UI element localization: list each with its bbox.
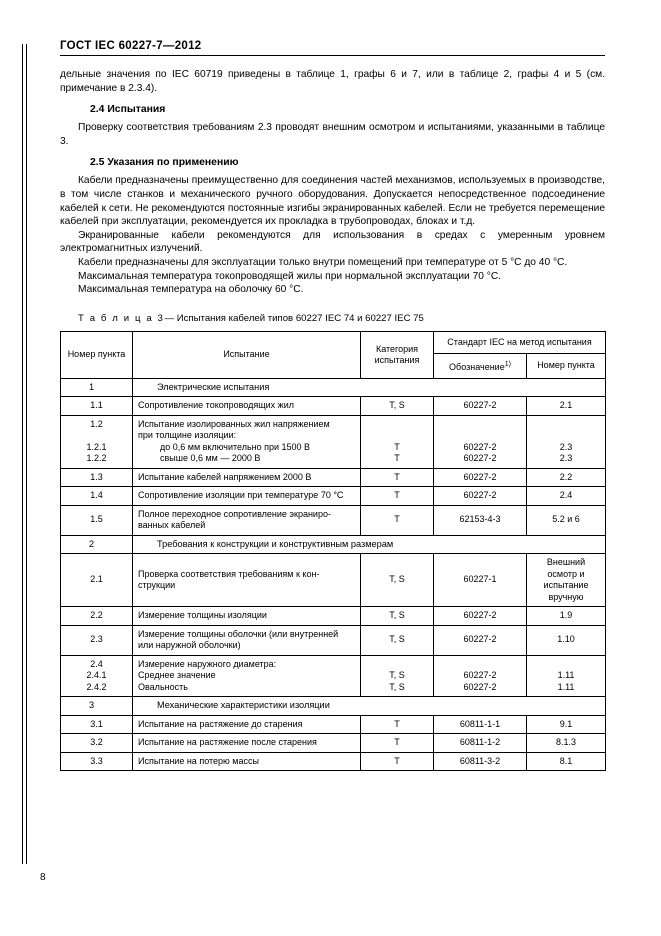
- row-number: 3: [89, 700, 95, 711]
- row-test-name-sub1: до 0,6 мм включительно при 1500 В: [160, 441, 311, 452]
- table-row: [61, 607, 606, 626]
- row-number: 3.3: [90, 755, 103, 766]
- section-heading-2-5: 2.5 Указания по применению: [90, 157, 239, 169]
- row-section-title: Механические характеристики изоляции: [157, 700, 330, 711]
- table-row: [61, 535, 606, 554]
- row-category: T: [394, 471, 400, 482]
- table-row: [61, 554, 606, 607]
- row-number: 2.2: [90, 610, 103, 621]
- row-section-title: Электрические испытания: [157, 381, 270, 392]
- row-clause: 1.10: [557, 634, 575, 645]
- row-test-name: Сопротивление изоляции при температуре 70 °С: [138, 490, 344, 501]
- row-test-name: Измерение толщины изоляции: [138, 610, 267, 621]
- header-cell-category: [361, 331, 434, 378]
- row-test-name-sub2: свыше 0,6 мм — 2000 В: [160, 453, 261, 464]
- table-row: [61, 715, 606, 734]
- table-header-row-1: [61, 331, 606, 353]
- row-test-name-group: [133, 566, 360, 595]
- header-test-text: Испытание: [223, 349, 270, 360]
- table-row: [61, 468, 606, 487]
- row-number-sub2: 1.2.2: [86, 453, 107, 464]
- row-number: 1.1: [90, 400, 103, 411]
- table-caption: [78, 313, 605, 324]
- row-test-name: Испытание изолированных жил напряжением: [138, 418, 330, 429]
- row-number: 2.4: [90, 658, 103, 669]
- table-caption-label: Т а б л и ц а 3: [78, 312, 165, 324]
- header-standard-group-text: Стандарт IEC на метод испытания: [447, 336, 592, 347]
- row-test-name-2: или наружной оболочки): [138, 640, 241, 651]
- row-test-name-group: [133, 626, 360, 655]
- page-content: [60, 40, 605, 771]
- table-row: [61, 378, 606, 397]
- header-cell-clause: [527, 353, 606, 378]
- row-clause: 2.2: [559, 471, 573, 482]
- row-standard-sub1: 60227-2: [463, 441, 497, 452]
- row-test-name-2: ванных кабелей: [138, 520, 206, 531]
- page-number: 8: [40, 872, 46, 883]
- page-margin-rule: [22, 44, 27, 864]
- table-row: [61, 655, 606, 697]
- row-standard: 60227-2: [463, 610, 497, 621]
- tests-table: [60, 331, 606, 772]
- row-standard-group: [434, 656, 526, 697]
- row-standard-sub2: 60227-2: [463, 453, 497, 464]
- row-section-title-cell: [133, 378, 606, 397]
- header-clause-text: Номер пункта: [537, 360, 595, 371]
- row-test-name-sub1: Среднее значение: [138, 670, 216, 681]
- row-category-sub1: T, S: [389, 670, 405, 681]
- table-row: [61, 487, 606, 506]
- row-number: 3.2: [90, 737, 103, 748]
- row-category: T, S: [389, 634, 405, 645]
- row-test-name: Испытание на потерю массы: [138, 755, 259, 766]
- row-number-sub1: 2.4.1: [86, 670, 107, 681]
- paragraph-2-5-b: Экранированные кабели рекомендуются для использования в средах с умеренным уровнем электромагнитных излучений.: [60, 229, 605, 255]
- row-category: T: [394, 490, 400, 501]
- row-standard: 60227-2: [463, 471, 497, 482]
- row-test-name: Измерение наружного диаметра:: [138, 658, 277, 669]
- row-clause-sub1: 1.11: [557, 670, 575, 681]
- row-standard: 60811-1-1: [459, 718, 501, 729]
- row-test-name: Измерение толщины оболочки (или внутренней: [138, 628, 339, 639]
- table-row: [61, 734, 606, 753]
- row-number-sub2: 2.4.2: [86, 681, 107, 692]
- paragraph-2-5-c: Кабели предназначены для эксплуатации только внутри помещений при температуре от 5 °С до 40 °С.: [78, 256, 568, 268]
- row-clause-sub2: 2.3: [559, 453, 573, 464]
- row-number: 1: [89, 381, 95, 392]
- row-category-sub2: T: [394, 453, 400, 464]
- table-row: [61, 505, 606, 535]
- paragraph-2-5-a: Кабели предназначены преимущественно для соединения частей механизмов, используемых в производстве, в том числе станков и механического ручного оборудования. Допускается непосредственное подсоединение кабелей к сети. Не рекомендуются постоянные изгибы экранированных кабелей. Если не требуется перемещение кабелей при эксплуатации, рекомендуется их прокладка в трубопроводах, блоках и т.д.: [60, 175, 605, 228]
- header-number-text: Номер пункта: [67, 349, 126, 360]
- paragraph-continuation: дельные значения по IEC 60719 приведены в таблице 1, графы 6 и 7, или в таблице 2, графы 4 и 5 (см. примечание в 2.3.4).: [60, 69, 605, 94]
- row-test-name-2: при толщине изоляции:: [138, 430, 237, 441]
- table-row: [61, 397, 606, 416]
- row-section-title-cell: [133, 697, 606, 716]
- row-number: 2.1: [90, 574, 103, 585]
- row-category-sub1: T: [394, 441, 400, 452]
- header-cell-number: [61, 331, 133, 378]
- row-number: 1.3: [90, 471, 103, 482]
- row-clause: 9.1: [559, 718, 573, 729]
- row-number: 2: [89, 538, 95, 549]
- header-designation-text: Обозначение$^{1)}$: [449, 360, 511, 372]
- row-standard-sub1: 60227-2: [463, 670, 497, 681]
- row-test-name: Полное переходное сопротивление экраниро-: [138, 508, 331, 519]
- row-number: 1.5: [90, 514, 103, 525]
- row-number: 2.3: [90, 634, 103, 645]
- row-section-title: Требования к конструкции и конструктивным размерам: [157, 538, 394, 549]
- row-test-name: Испытание на растяжение до старения: [138, 718, 303, 729]
- row-test-name-sub2: Овальность: [138, 681, 188, 692]
- row-standard-sub2: 60227-2: [463, 681, 497, 692]
- row-number: 1.4: [90, 490, 103, 501]
- row-clause: 8.1: [559, 755, 573, 766]
- table-row: [61, 625, 606, 655]
- row-test-name: Испытание на растяжение после старения: [138, 737, 317, 748]
- row-standard: 60227-1: [463, 574, 497, 585]
- row-number: 1.2: [90, 418, 103, 429]
- header-cell-standard-group: [434, 331, 606, 353]
- row-clause-group: [527, 656, 605, 697]
- row-test-name: Испытание кабелей напряжением 2000 В: [138, 471, 312, 482]
- section-heading-2-4: 2.4 Испытания: [90, 104, 166, 116]
- row-clause: 8.1.3: [555, 737, 577, 748]
- row-test-name-group: [133, 656, 360, 697]
- row-category: T, S: [389, 400, 405, 411]
- row-test-name-2: струкции: [138, 580, 176, 591]
- row-standard: 62153-4-3: [459, 514, 501, 525]
- row-test-name: Сопротивление токопроводящих жил: [138, 400, 294, 411]
- row-clause-sub2: 1.11: [557, 681, 575, 692]
- row-category: T, S: [389, 574, 405, 585]
- row-test-name-group: [133, 416, 360, 468]
- row-number-sub1: 1.2.1: [86, 441, 107, 452]
- row-number-group: [61, 416, 132, 468]
- standard-header: ГОСТ IEC 60227-7—2012: [60, 40, 605, 56]
- paragraph-2-5-d: Максимальная температура токопроводящей жилы при нормальной эксплуатации 70 °С.: [78, 270, 502, 282]
- header-cell-test: [133, 331, 361, 378]
- row-section-title-cell: [133, 535, 606, 554]
- row-standard: 60811-1-2: [459, 737, 501, 748]
- row-category: T: [394, 718, 400, 729]
- row-category: T: [394, 737, 400, 748]
- row-standard: 60227-2: [463, 400, 497, 411]
- table-row: [61, 415, 606, 468]
- row-number-group: [61, 656, 132, 697]
- row-test-name-group: [133, 506, 360, 535]
- row-test-name: Проверка соответствия требованиям к кон-: [138, 568, 320, 579]
- row-clause-group: [527, 416, 605, 468]
- row-category: T: [394, 755, 400, 766]
- header-cell-designation: [434, 353, 527, 378]
- row-category-sub2: T, S: [389, 681, 405, 692]
- row-standard: 60811-3-2: [459, 755, 501, 766]
- row-standard: 60227-2: [463, 490, 497, 501]
- header-category-text: Категория испытания: [374, 343, 420, 365]
- row-clause: 2.1: [559, 400, 573, 411]
- row-standard: 60227-2: [463, 634, 497, 645]
- row-standard-group: [434, 416, 526, 468]
- row-clause: 1.9: [559, 610, 573, 621]
- row-category: T, S: [389, 610, 405, 621]
- table-row: [61, 697, 606, 716]
- table-caption-text: — Испытания кабелей типов 60227 IEC 74 и 60227 IEC 75: [164, 312, 424, 324]
- row-clause-sub1: 2.3: [559, 441, 573, 452]
- header-designation-footnote-marker: 1): [504, 360, 511, 368]
- row-clause: 2.4: [559, 490, 573, 501]
- row-category: T: [394, 514, 400, 525]
- row-category-group: [361, 416, 433, 468]
- row-category-group: [361, 656, 433, 697]
- row-clause: Внешний осмотр и испытание вручную: [543, 557, 589, 602]
- table-row: [61, 752, 606, 771]
- paragraph-2-5-e: Максимальная температура на оболочку 60 °С.: [78, 284, 304, 296]
- row-number: 3.1: [90, 718, 103, 729]
- paragraph-2-4-body: Проверку соответствия требованиям 2.3 проводят внешним осмотром и испытаниями, указанными в таблице 3.: [60, 122, 605, 147]
- row-clause: 5.2 и 6: [552, 514, 580, 525]
- row-number-cell: [61, 378, 133, 397]
